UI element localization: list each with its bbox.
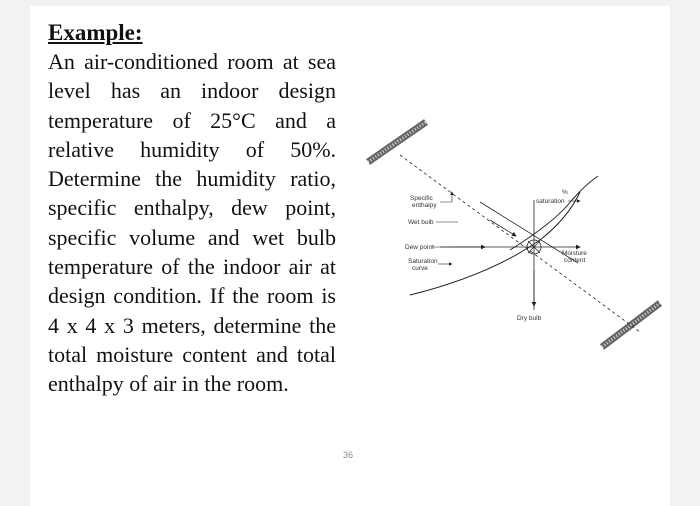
relative-humidity-curve	[510, 176, 598, 250]
label-moisture-content: content	[564, 257, 586, 264]
statement-line: An air-conditioned room at	[48, 49, 299, 74]
statement-line: and a relative humidity of	[48, 107, 336, 162]
statement-line: enthalpy, dew point, specific	[48, 195, 337, 250]
statement-line: sea level has an indoor	[48, 49, 336, 104]
statement-line: air in the room.	[153, 371, 289, 397]
enthalpy-scale-bottom	[602, 303, 660, 347]
page-number: 36	[343, 450, 354, 460]
label-dry-bulb: Dry bulb	[517, 315, 542, 322]
label-saturation: saturation	[536, 198, 565, 205]
label-specific-enthalpy: Specific	[410, 195, 433, 202]
statement-line: room is 4 x 4 x 3 meters,	[48, 283, 336, 338]
example-text	[48, 18, 336, 399]
statement-line: determine the total moisture	[48, 312, 336, 367]
statement-line: at design condition. If the	[48, 254, 336, 309]
label-dew-point: Dew point	[405, 244, 434, 251]
label-percent: %	[562, 189, 568, 196]
statement-line: volume and wet bulb	[129, 224, 337, 250]
psychrometric-diagram	[340, 110, 680, 370]
statement-line: 50%. Determine the	[48, 136, 337, 192]
label-wet-bulb: Wet bulb	[408, 219, 434, 226]
statement-line: humidity ratio, specific	[48, 166, 337, 221]
label-saturation-curve: curve	[412, 265, 428, 272]
example-heading: Example:	[48, 20, 143, 45]
enthalpy-scale-top	[368, 122, 426, 162]
label-saturation-curve: Saturation	[408, 258, 438, 265]
statement-line: temperature of the indoor air	[48, 254, 312, 280]
label-moisture-content: Moisture	[562, 250, 587, 257]
statement-line: content and total enthalpy of	[48, 341, 337, 397]
problem-statement	[48, 47, 336, 399]
label-specific-enthalpy: enthalpy	[412, 202, 437, 209]
statement-line: design temperature of 25°C	[48, 78, 336, 133]
